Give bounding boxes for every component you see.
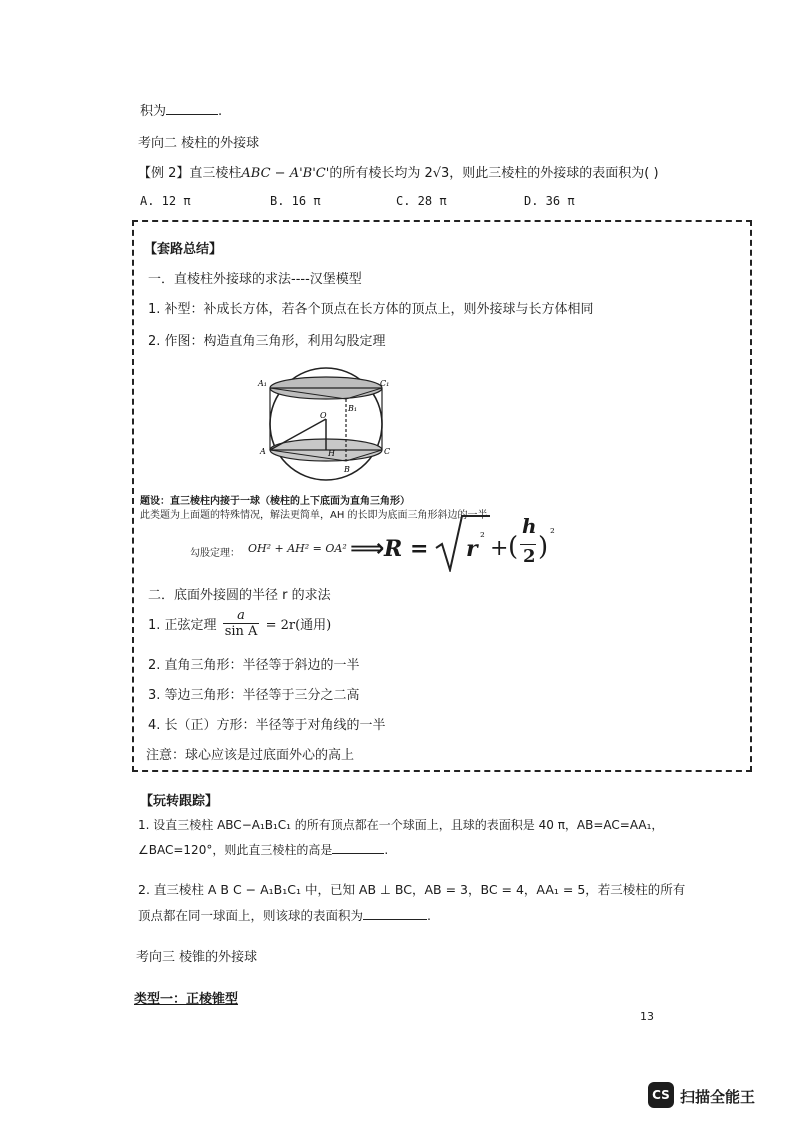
summary-note1: 题设：直三棱柱内接于一球（棱柱的上下底面为直角三角形） bbox=[140, 496, 410, 507]
label-h: H bbox=[328, 449, 335, 458]
practice-q2-blank bbox=[363, 906, 427, 920]
radius-formula-plus: + bbox=[490, 536, 509, 561]
camscanner-logo: CS bbox=[648, 1082, 674, 1108]
practice-q2-line2a: 顶点都在同一球面上，则该球的表面积为 bbox=[138, 908, 364, 923]
summary-heading: 【套路总结】 bbox=[144, 242, 223, 257]
top-line-suffix: . bbox=[218, 104, 223, 119]
pythagoras-label: 勾股定理： bbox=[190, 548, 240, 559]
example2-formula: ABC − A'B'C' bbox=[241, 166, 330, 181]
option-d: D. 36 π bbox=[524, 194, 575, 208]
option-b: B. 16 π bbox=[270, 194, 321, 208]
summary-item-b3: 3. 等边三角形：半径等于三分之二高 bbox=[148, 688, 360, 703]
camscanner-text: 扫描全能王 bbox=[680, 1088, 756, 1106]
law-of-sines-prefix: 1. 正弦定理 bbox=[148, 618, 217, 633]
radius-formula-rparen-exp: ² bbox=[550, 526, 555, 540]
example2-text-b: 的所有棱长均为 2√3，则此三棱柱的外接球的表面积为( ) bbox=[329, 166, 659, 181]
summary-item-b2: 2. 直角三角形：半径等于斜边的一半 bbox=[148, 658, 360, 673]
law-of-sines-suffix: = 2r(通用) bbox=[265, 618, 332, 633]
radius-formula-lhs: R = bbox=[384, 536, 429, 562]
section3-title: 考向三 棱锥的外接球 bbox=[136, 950, 258, 965]
example2-text-a: 直三棱柱 bbox=[189, 166, 242, 181]
type1-title: 类型一：正棱锥型 bbox=[134, 992, 239, 1007]
practice-q1-line2a: ∠BAC=120°，则此直三棱柱的高是 bbox=[138, 843, 333, 857]
label-b: B bbox=[344, 465, 350, 474]
radius-formula-r-exp: ² bbox=[480, 530, 485, 544]
radius-formula-h: h bbox=[522, 514, 537, 538]
summary-note2: 此类题为上面题的特殊情况，解法更简单，AH 的长即为底面三角形斜边的一半 bbox=[140, 510, 488, 521]
summary-part2-title: 二．底面外接圆的半径 r 的求法 bbox=[148, 588, 331, 603]
summary-item-b4: 4. 长（正）方形：半径等于对角线的一半 bbox=[148, 718, 386, 733]
practice-q1-line2b: . bbox=[384, 843, 389, 857]
label-c: C bbox=[384, 447, 391, 456]
example2-question bbox=[138, 162, 659, 181]
law-of-sines-row bbox=[148, 608, 331, 644]
option-a: A. 12 π bbox=[140, 194, 191, 208]
practice-q2-line1: 2. 直三棱柱 A B C − A₁B₁C₁ 中，已知 AB ⊥ BC，AB = 3，BC = 4，AA₁ = 5，若三棱柱的所有 bbox=[138, 882, 686, 897]
option-c: C. 28 π bbox=[396, 194, 447, 208]
answer-blank bbox=[166, 101, 218, 115]
page-number: 13 bbox=[640, 1010, 654, 1023]
radius-formula-2: 2 bbox=[523, 546, 536, 567]
label-a: A bbox=[260, 447, 266, 456]
pythagoras-equation: OH² + AH² = OA² bbox=[248, 542, 347, 555]
summary-part1-title: 一．直棱柱外接球的求法----汉堡模型 bbox=[148, 272, 362, 287]
radius-formula-frac-bar bbox=[520, 544, 536, 545]
top-line-prefix: 积为 bbox=[140, 104, 167, 119]
practice-q1-blank bbox=[332, 840, 384, 854]
law-of-sines-fraction bbox=[223, 608, 260, 639]
sphere-prism-figure bbox=[256, 366, 396, 482]
label-o: O bbox=[320, 411, 327, 420]
law-of-sines-numerator: a bbox=[223, 608, 260, 624]
radius-formula-rparen: ) bbox=[538, 532, 549, 562]
label-a1: A₁ bbox=[258, 379, 267, 388]
section2-title: 考向二 棱柱的外接球 bbox=[138, 136, 260, 151]
label-b1: B₁ bbox=[348, 404, 358, 413]
radius-formula-r: r bbox=[466, 536, 478, 562]
practice-q1-line1: 1. 设直三棱柱 ABC−A₁B₁C₁ 的所有顶点都在一个球面上，且球的表面积是 40 π，AB=AC=AA₁， bbox=[138, 818, 664, 832]
example2-label: 【例 2】 bbox=[138, 166, 190, 181]
practice-q2-line2b: . bbox=[427, 908, 431, 923]
summary-item1: 1. 补型：补成长方体，若各个顶点在长方体的顶点上，则外接球与长方体相同 bbox=[148, 302, 594, 317]
practice-q2-line2 bbox=[138, 906, 431, 924]
summary-attention: 注意：球心应该是过底面外心的高上 bbox=[146, 748, 355, 763]
label-c1: C₁ bbox=[380, 379, 390, 388]
implies-arrow: ⟹ bbox=[350, 534, 385, 562]
practice-q1-line2 bbox=[138, 840, 388, 858]
radius-formula-lparen: ( bbox=[508, 532, 519, 562]
top-line bbox=[140, 100, 222, 119]
practice-heading: 【玩转跟踪】 bbox=[140, 794, 219, 809]
summary-item2: 2. 作图：构造直角三角形，利用勾股定理 bbox=[148, 334, 386, 349]
law-of-sines-denominator: sin A bbox=[224, 624, 258, 639]
